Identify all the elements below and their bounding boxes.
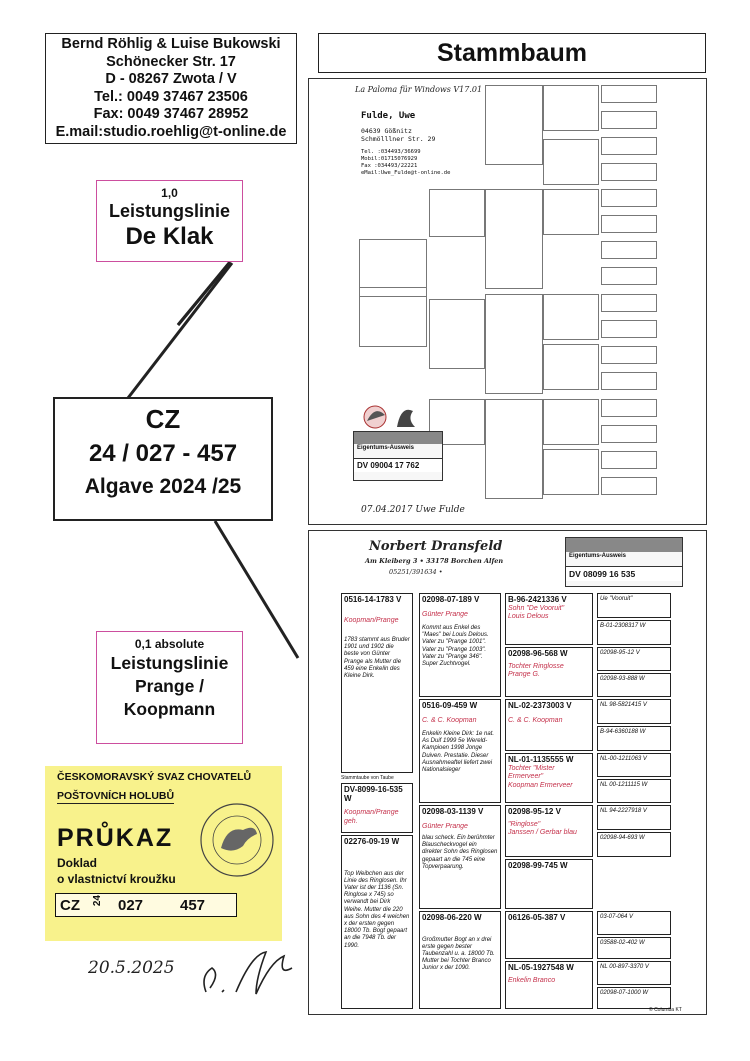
dam-line-box: [96, 631, 243, 744]
owner-address-1: 04639 Gößnitz: [361, 127, 412, 135]
owner-fax: Fax :034493/22221: [361, 163, 418, 169]
ped1-box-ac: [601, 451, 657, 469]
software-header: La Paloma für Windows V17.01: [355, 85, 483, 94]
ped2-row-name: C. & C. Koopman: [422, 716, 477, 724]
sire-line-name: De Klak: [125, 223, 214, 250]
ped1-box-r: [601, 163, 657, 181]
ped2-row-ring: NL-02-2373003 V: [508, 701, 572, 710]
cert-ring: DV 08099 16 535: [566, 566, 682, 581]
ped2-g4-ring: NL 98-5821415 V: [600, 702, 647, 708]
dam-line-label: Leistungslinie: [110, 653, 229, 673]
ped2-row-ring: 0516-14-1783 V: [344, 595, 402, 604]
ped2-ggp-box-6: [505, 859, 593, 909]
ped1-box-ad: [601, 477, 657, 495]
ped2-g4-ring: NL-00-1211063 V: [600, 756, 647, 762]
ped2-g4-box-4: [597, 673, 671, 697]
ped2-gp-box-2: [419, 699, 501, 803]
owner-mobile: Mobil:01715076929: [361, 156, 418, 162]
ped2-ggp-box-8: [505, 961, 593, 1009]
ped2-gp-box-1: [419, 593, 501, 697]
ped2-g4-ring: NL 94-2227918 V: [600, 808, 647, 814]
ped2-row-ring: 02098-99-745 W: [508, 861, 568, 870]
ped1-box-x: [601, 320, 657, 338]
ped1-box-g: [485, 399, 543, 499]
card-ring-ownership: o vlastnictví kroužku: [57, 872, 176, 886]
ped2-row-note: 1783 stammt aus Bruder 1901 und 1902 die beste von Günter Prange als Mutter die 459 eine Enkelin des Kleine Dirk.: [344, 637, 410, 680]
ped1-box-a: [429, 189, 485, 237]
breeder-address: Am Kleiberg 3 • 33178 Borchen Alfen: [365, 557, 504, 565]
ped2-g4-ring: 02098-93-888 W: [600, 676, 645, 682]
ped2-row-name: Tochter "Mister Ermerveer": [508, 764, 555, 780]
ped2-row-name: Koopman/Prange: [344, 616, 399, 624]
ped2-g4-box-8: [597, 779, 671, 803]
ped2-row-ring: 02098-06-220 W: [422, 913, 482, 922]
owner-mail: eMail:Uwe_Fulde@t-online.de: [361, 170, 451, 176]
ped1-box-u: [601, 241, 657, 259]
ped2-row-note: Großmutter Bogt an x drei erste gegen bester Taubenzahl u. a. 18000 Tb. Mutter bei Tochter Branco Junior x der 1090.: [422, 936, 495, 972]
ped2-g4-ring: B-01-2308317 W: [600, 623, 646, 629]
card-ring-country: CZ: [60, 897, 80, 914]
ped1-box-d: [485, 85, 543, 165]
ped2-row-ring: 06126-05-387 V: [508, 913, 566, 922]
ped2-row-name: C. & C. Koopman: [508, 716, 563, 724]
ped2-row-name: Enkelin Branco: [508, 976, 556, 984]
dam-ownership-certificate: [565, 537, 683, 587]
ped2-g4-box-2: [597, 620, 671, 645]
sire-pedigree-sheet: [308, 78, 707, 525]
ped1-box-p: [601, 111, 657, 129]
owner-address: [361, 127, 435, 143]
ped2-g4-box-7: [597, 753, 671, 777]
card-title: PRŮKAZ: [57, 824, 174, 852]
ped2-g4-box-11: [597, 911, 671, 935]
ped2-g4-ring: Ue "Vooruit": [600, 596, 633, 602]
cert-label: Eigentums-Ausweis: [569, 553, 627, 559]
ped2-g4-ring: 02098-94-693 W: [600, 835, 645, 841]
bird-ring-box: [53, 397, 273, 521]
bird-country: CZ: [145, 404, 181, 434]
ped1-box-y: [601, 346, 657, 364]
handwritten-signature-icon: [196, 948, 300, 1004]
ped2-row-ring: 02098-07-189 V: [422, 595, 480, 604]
breeder-name: Norbert Dransfeld: [369, 539, 503, 554]
ped2-row-note: Kommt aus Enkel des "Maes" bei Louis Delous. Vater zu "Prange 1001". Vater zu "Prange 1003". Vater zu "Prange 346". Super Zuchtvogel.: [422, 625, 489, 668]
ped1-box-e: [485, 189, 543, 289]
ped2-ggp-box-3: [505, 699, 593, 751]
ped2-g4-box-10: [597, 832, 671, 857]
card-ring-year: 24: [92, 895, 103, 907]
ring-ownership-card: [45, 766, 282, 941]
ped1-box-s: [601, 189, 657, 207]
ped2-row-ring: 0516-09-459 W: [422, 701, 478, 710]
owner-contacts: [361, 149, 450, 177]
ped1-box-b: [429, 299, 485, 369]
sire-line-box: [96, 180, 243, 262]
ped2-g4-ring: 03-07-064 V: [600, 914, 634, 920]
ped2-ggp-box-7: [505, 911, 593, 959]
ped2-row-name: Sohn "De Vooruit": [508, 604, 565, 612]
ped2-g4-ring: B-94-6360188 W: [600, 729, 646, 735]
ped2-row-ring: 02098-95-12 V: [508, 807, 561, 816]
sire-note-label: Stammtaube von Taube: [341, 775, 394, 781]
contact-fax: Fax: 0049 37467 28952: [93, 106, 249, 123]
sire-ownership-certificate: [353, 431, 443, 481]
ped2-g4-ring: 03588-02-402 W: [600, 940, 645, 946]
ped2-ggp-box-4: [505, 753, 593, 803]
ped2-row-note: Koopman Ermerveer: [508, 781, 573, 789]
contact-email: E.mail:studio.roehlig@t-online.de: [55, 123, 287, 140]
contact-city: D - 08267 Zwota / V: [105, 71, 237, 88]
ped1-box-m: [543, 399, 599, 445]
cert-banner: [354, 432, 442, 444]
ped2-row-note: Top Weibchen aus der Linie des Ringlosen. Ihr Vater ist der 1136 (Sn. Ringlose x 745) so verwandt bei Dirk Weihe. Mutter die 220 aus Sohn des 4 weichen x der ersten gegen 18000 Tb. Bogt gepaart an die 7948 Tb. der 1990.: [344, 870, 410, 949]
dam-line-name2: Koopmann: [123, 699, 216, 719]
page-title: Stammbaum: [318, 33, 706, 73]
association-stamp-icon: [197, 800, 277, 880]
ped2-row-name: Günter Prange: [422, 822, 468, 830]
ped2-row-name: "Ringlose": [508, 820, 541, 828]
ped1-box-n: [543, 449, 599, 495]
ped2-row-ring: 02276-09-19 W: [344, 837, 400, 846]
ped2-g4-ring: 02098-95-12 V: [600, 650, 640, 656]
ped1-box-ab: [601, 425, 657, 443]
ped2-row-ring: 02098-96-568 W: [508, 649, 568, 658]
card-association-2: POŠTOVNÍCH HOLUBŮ: [57, 790, 175, 802]
dam-sex: 0,1 absolute: [134, 637, 205, 651]
ped2-row-ring: 02098-03-1139 V: [422, 807, 484, 816]
ped1-box-j: [543, 189, 599, 235]
ped2-gp-box-4: [419, 911, 501, 1009]
ped2-g4-ring: NL 00-1211115 W: [600, 782, 648, 788]
card-ring-num1: 027: [118, 897, 144, 914]
owner-name: Fulde, Uwe: [361, 111, 416, 121]
card-association: ČESKOMORAVSKÝ SVAZ CHOVATELŮ: [57, 771, 252, 783]
ped2-row-note: geh.: [344, 817, 358, 825]
ped1-box-h: [543, 85, 599, 131]
ped2-row-note: Enkelin Kleine Dirk: 1e nat. As Duif 1999 5e Wereld-Kampioen 1998 Jonge Duiven. Prestatie. Dieser Ausnahmeaftel liefert zwei Nationalsieger: [422, 731, 495, 774]
ped1-box-f: [485, 294, 543, 394]
ped2-g4-box-3: [597, 647, 671, 671]
ped2-g4-box-12: [597, 937, 671, 959]
cert-label: Eigentums-Ausweis: [357, 445, 415, 451]
ped2-ggp-box-5: [505, 805, 593, 857]
ped1-box-w: [601, 294, 657, 312]
ped2-row-name: Tochter Ringlosse: [508, 662, 564, 670]
ped2-row-name: Koopman/Prange: [344, 809, 399, 816]
sire-line-label: Leistungslinie: [108, 201, 231, 221]
ped2-g4-box-14: [597, 987, 671, 1009]
ped2-g4-box-6: [597, 726, 671, 751]
ped2-row-ring: NL-01-1135555 W: [508, 755, 574, 764]
ped1-box-i: [543, 139, 599, 185]
ped1-box-k: [543, 294, 599, 340]
contact-name: Bernd Röhlig & Luise Bukowski: [61, 36, 281, 52]
dam-pedigree-sheet: [308, 530, 707, 1015]
ped1-box-l: [543, 344, 599, 390]
ped2-ggp-box-2: [505, 647, 593, 697]
ped2-row-ring: NL-05-1927548 W: [508, 963, 574, 972]
connector-lines: [0, 0, 320, 700]
card-ring-field: [55, 893, 237, 917]
sire-sheet-signature: 07.04.2017 Uwe Fulde: [361, 505, 465, 515]
ped2-row-ring: B-96-2421336 V: [508, 595, 567, 604]
ped2-g4-box-5: [597, 699, 671, 724]
ped2-row-note: blau scheck. Ein berühmter Blauscheckvogel ein direkter Sohn des Ringlosen gepaart an die 745 eine Topverpaarung.: [422, 835, 498, 870]
breeder-phone: 05251/391634 •: [389, 568, 443, 576]
ped1-box-o: [601, 85, 657, 103]
software-footer: © Columba KT: [649, 1007, 682, 1013]
ped2-g4-ring: NL 00-897-3370 V: [600, 964, 649, 970]
ped2-row-name: Günter Prange: [422, 610, 468, 618]
ped2-g4-box-1: [597, 593, 671, 618]
ped2-row-note: Louis Delous: [508, 613, 549, 620]
bird-season: Algave 2024 /25: [84, 475, 242, 498]
ped2-row-note: Prange G.: [508, 671, 540, 678]
ped1-box-v: [601, 267, 657, 285]
ped1-box-q: [601, 137, 657, 155]
ped2-row-ring: DV-8099-16-535 W: [344, 785, 403, 803]
contact-street: Schönecker Str. 17: [106, 53, 236, 70]
ped2-g4-box-9: [597, 805, 671, 830]
cert-banner: [566, 538, 682, 552]
handwritten-date: 20.5.2025: [88, 958, 175, 978]
owner-address-2: Schmölllner Str. 29: [361, 135, 436, 143]
card-ring-num2: 457: [180, 897, 206, 914]
ped1-box-aa: [601, 399, 657, 417]
owner-tel: Tel. :034493/36699: [361, 149, 421, 155]
ped2-sire-box: [341, 593, 413, 773]
sire-sex: 1,0: [161, 186, 178, 200]
ped1-box-z: [601, 372, 657, 390]
ped2-subject-box: [341, 783, 413, 833]
ped2-gp-box-3: [419, 805, 501, 909]
ped2-g4-ring: 02098-07-1000 W: [600, 990, 649, 996]
card-doklad: Doklad: [57, 856, 98, 870]
dam-line-name1: Prange /: [134, 676, 205, 696]
ped1-box-t: [601, 215, 657, 233]
contact-tel: Tel.: 0049 37467 23506: [94, 88, 248, 105]
ped2-row-note: Janssen / Gerbar blau: [508, 829, 577, 836]
ped2-dam-box: [341, 835, 413, 1009]
cert-ring: DV 09004 17 762: [354, 458, 442, 472]
ped1-grand-box-a: [359, 287, 427, 347]
ped2-g4-box-13: [597, 961, 671, 985]
ped2-ggp-box-1: [505, 593, 593, 645]
bird-ring: 24 / 027 - 457: [88, 440, 238, 467]
